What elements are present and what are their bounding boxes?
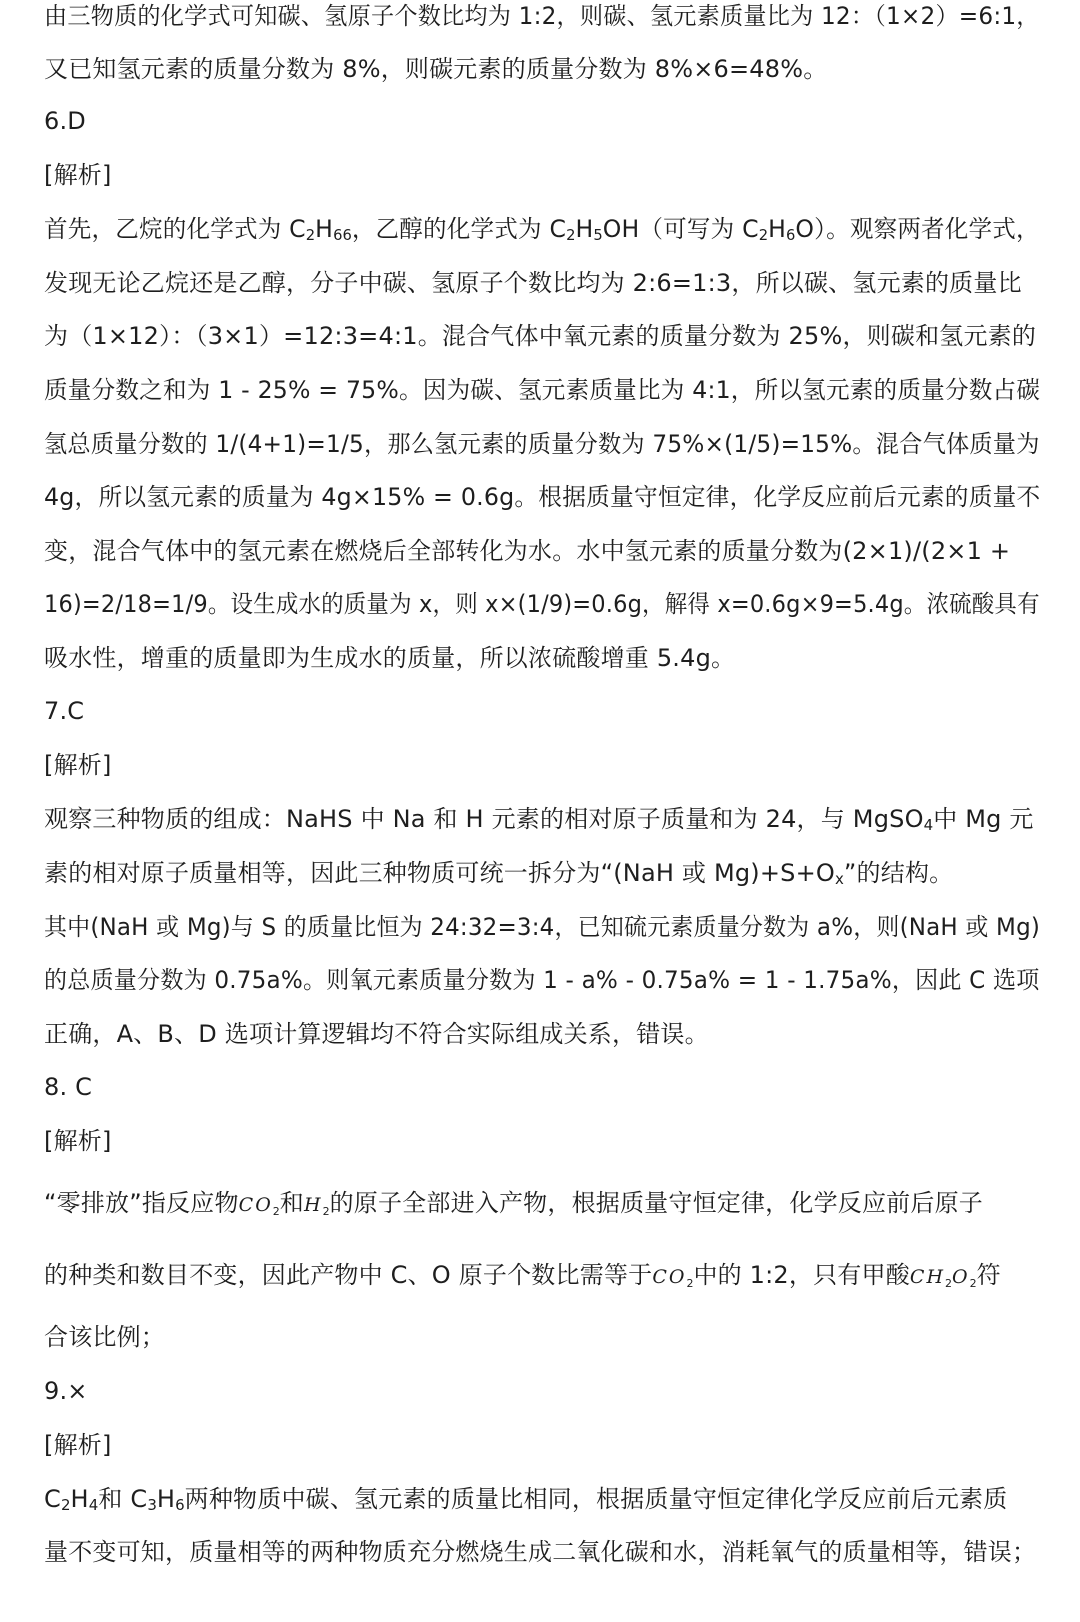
text-line: 观察三种物质的组成：NaHS 中 Na 和 H 元素的相对原子质量和为 24，与 MgSO$_4$中 Mg 元: [44, 805, 1034, 834]
text-line: 又已知氢元素的质量分数为 8%，则碳元素的质量分数为 8%×6=48%。: [44, 55, 828, 83]
text-line: 质量分数之和为 1 - 25% = 75%。因为碳、氢元素质量比为 4:1，所以氢元素的质量分数占碳: [44, 376, 1041, 404]
text-line: 量不变可知，质量相等的两种物质充分燃烧生成二氧化碳和水，消耗氧气的质量相等，错误；: [44, 1538, 1037, 1566]
text-line: 氢总质量分数的 1/(4+1)=1/5，那么氢元素的质量分数为 75%×(1/5)=15%。混合气体质量为: [44, 430, 1040, 458]
text-line: 合该比例；: [44, 1323, 165, 1351]
analysis-heading: [解析]: [44, 1127, 112, 1155]
answer-label-8: 8. C: [44, 1073, 93, 1101]
text-line: 的种类和数目不变，因此产物中 C、O 原子个数比需等于CO2中的 1:2，只有甲酸CH2O2符: [44, 1261, 1001, 1290]
text-line: 首先，乙烷的化学式为 $C_2H_{66}$，乙醇的化学式为 $C_2H_5OH$（可写为 $C_2H_6O$）。观察两者化学式，: [44, 215, 1040, 244]
text-line: 4g，所以氢元素的质量为 4g×15% = 0.6g。根据质量守恒定律，化学反应前后元素的质量不: [44, 483, 1041, 511]
text-line: 正确，A、B、D 选项计算逻辑均不符合实际组成关系，错误。: [44, 1020, 709, 1048]
answer-label-7: 7.C: [44, 697, 85, 725]
text-line: 16)=2/18=1/9。设生成水的质量为 x，则 x×(1/9)=0.6g，解得 x=0.6g×9=5.4g。浓硫酸具有: [44, 590, 1040, 618]
analysis-heading: [解析]: [44, 161, 112, 189]
text-line: 的总质量分数为 0.75a%。则氧元素质量分数为 1 - a% - 0.75a% = 1 - 1.75a%，因此 C 选项: [44, 966, 1040, 994]
analysis-heading: [解析]: [44, 1431, 112, 1459]
text-line: 发现无论乙烷还是乙醇，分子中碳、氢原子个数比均为 2:6=1:3，所以碳、氢元素的质量比: [44, 269, 1022, 297]
answer-label-9: 9.×: [44, 1377, 88, 1405]
text-line: $C_2H_4$和 $C_3H_6$两种物质中碳、氢元素的质量比相同，根据质量守恒定律化学反应前后元素质: [44, 1485, 1008, 1514]
text-line: “零排放”指反应物CO2和H2的原子全部进入产物，根据质量守恒定律，化学反应前后原子: [44, 1189, 983, 1218]
text-line: 变，混合气体中的氢元素在燃烧后全部转化为水。水中氢元素的质量分数为(2×1)/(2×1 +: [44, 537, 1011, 565]
text-line: 素的相对原子质量相等，因此三种物质可统一拆分为“(NaH 或 $Mg)+S+O_x$”的结构。: [44, 859, 954, 888]
text-line: 为（1×12）：（3×1）=12:3=4:1。混合气体中氧元素的质量分数为 25%，则碳和氢元素的: [44, 322, 1037, 350]
answer-label-6: 6.D: [44, 107, 86, 135]
text-line: 吸水性，增重的质量即为生成水的质量，所以浓硫酸增重 5.4g。: [44, 644, 736, 672]
text-line: 其中(NaH 或 Mg)与 S 的质量比恒为 24:32=3:4，已知硫元素质量分数为 a%，则(NaH 或 Mg): [44, 913, 1041, 941]
analysis-heading: [解析]: [44, 751, 112, 779]
text-line: 由三物质的化学式可知碳、氢原子个数比均为 1:2，则碳、氢元素质量比为 12：（1×2）=6:1，: [44, 2, 1040, 30]
